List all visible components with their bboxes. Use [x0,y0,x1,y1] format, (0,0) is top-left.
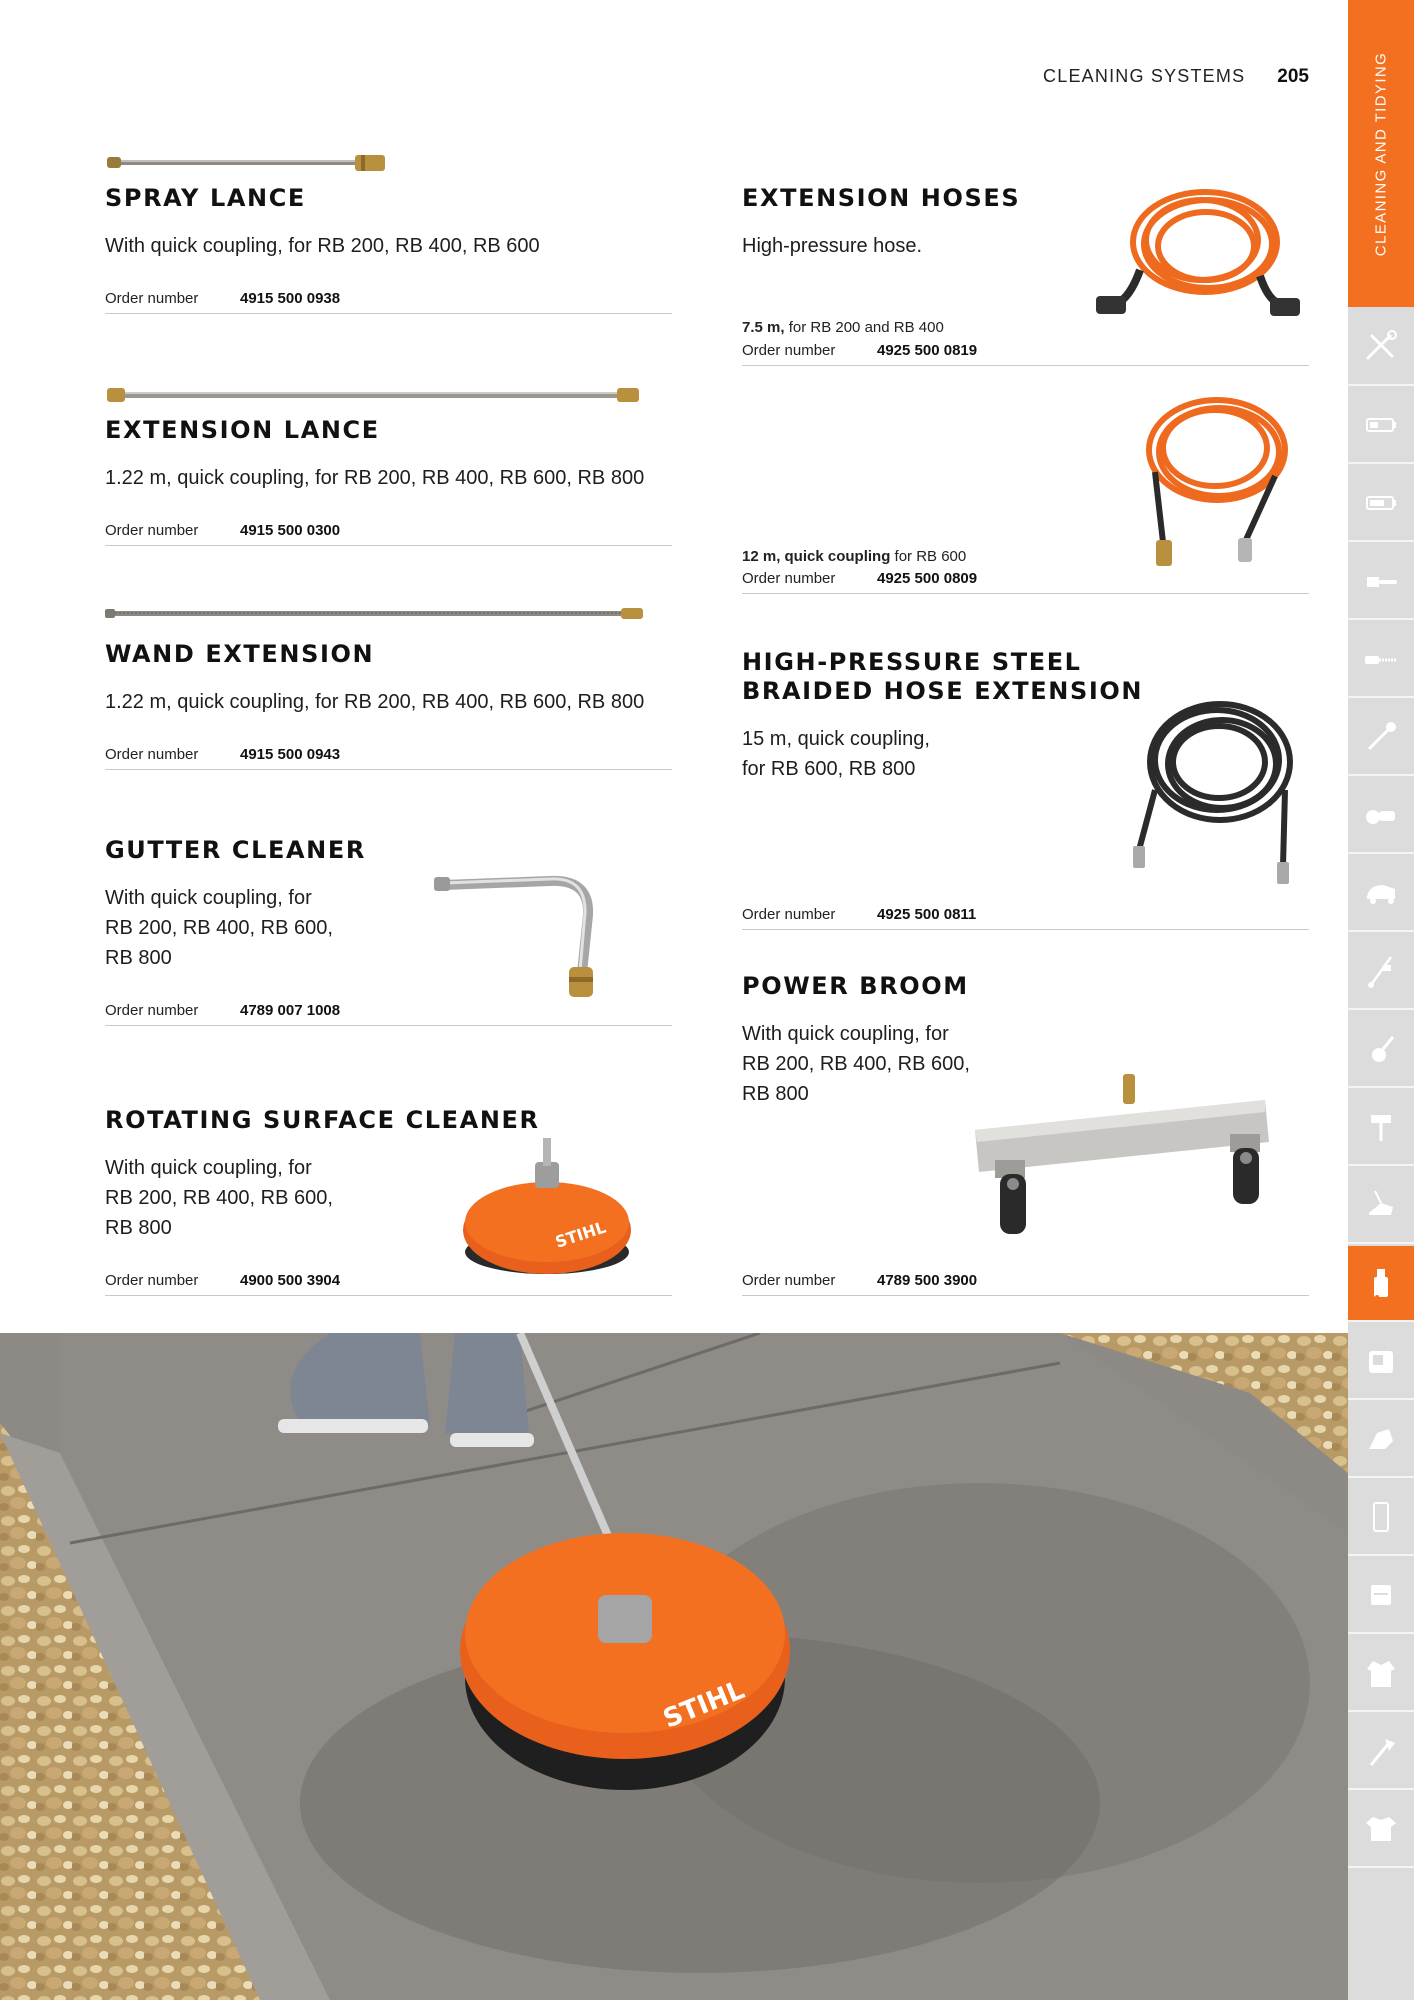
sidebar-item-clothing[interactable] [1348,1636,1414,1712]
title-line: BRAIDED HOSE EXTENSION [742,676,1144,705]
product-title: GUTTER CLEANER [105,836,366,864]
sidebar-item-chainsaws[interactable] [1348,544,1414,620]
order-label: Order number [742,1272,836,1289]
section-title: CLEANING SYSTEMS [1043,66,1246,86]
description-line: With quick coupling, for [742,1022,949,1045]
sidebar-item-tillers[interactable] [1348,1012,1414,1088]
description-line: 15 m, quick coupling, [742,727,930,750]
shirt-icon [1361,1809,1401,1849]
sidebar-tab-label: CLEANING AND TIDYING [1372,51,1390,257]
product-title: EXTENSION HOSES [742,184,1021,212]
sidebar-item-storage[interactable] [1348,1558,1414,1634]
jacket-icon [1361,1653,1401,1693]
extension-hose-image [1090,180,1305,340]
variant-note [742,319,944,336]
power-broom-image [965,1072,1285,1247]
sidebar-item-sweepers[interactable] [1348,1168,1414,1244]
order-label: Order number [105,522,199,539]
order-label: Order number [105,1272,199,1289]
sidebar-item-pressure-washers[interactable] [1348,1246,1414,1322]
order-label: Order number [742,906,836,923]
chainsaw-icon [1361,561,1401,601]
product-description: With quick coupling, for RB 200, RB 400, RB 600 [105,234,540,257]
vacuum-icon [1361,1341,1401,1381]
order-label: Order number [105,290,199,307]
steel-braided-hose-image [1125,690,1305,890]
sidebar-item-brushcutters[interactable] [1348,934,1414,1010]
order-row [742,342,1309,366]
order-number: 4925 500 0819 [877,342,978,359]
spray-lance-image [105,148,390,178]
sidebar-tab-cleaning[interactable] [1348,0,1414,307]
product-wand-extension [105,640,672,775]
axe-icon [1361,1731,1401,1771]
description-line: RB 800 [105,946,172,969]
sidebar-item-lawn-mowers[interactable] [1348,856,1414,932]
product-title: EXTENSION LANCE [105,416,380,444]
pressure-washer-icon [1361,1263,1401,1303]
surface-cleaner-photo [0,1333,1348,2000]
smartphone-icon [1361,1497,1401,1537]
description-line: With quick coupling, for [105,886,312,909]
product-title: ROTATING SURFACE CLEANER [105,1106,540,1134]
running-header [1043,66,1309,88]
product-spray-lance [105,184,672,314]
order-number: 4915 500 0938 [240,290,341,307]
sidebar-item-vacuums[interactable] [1348,1324,1414,1400]
variant-note [742,548,966,565]
gutter-cleaner-image [430,855,610,1015]
page-number: 205 [1277,66,1309,87]
tiller-icon [1361,1029,1401,1069]
order-label: Order number [742,570,836,587]
order-number: 4915 500 0943 [240,746,341,763]
order-row [105,746,672,770]
earth-auger-icon [1361,1107,1401,1147]
order-number: 4789 007 1008 [240,1002,341,1019]
product-title: SPRAY LANCE [105,184,306,212]
battery-icon [1361,483,1401,523]
order-row [742,906,1309,930]
order-row [742,1272,1309,1296]
variant-fit: for RB 200 and RB 400 [784,319,944,336]
sidebar-item-hedge-trimmers[interactable] [1348,622,1414,698]
sidebar-item-smart-devices[interactable] [1348,1480,1414,1556]
title-line: HIGH-PRESSURE STEEL [742,648,1082,676]
description-line: RB 200, RB 400, RB 600, [105,1186,333,1209]
extension-lance-image [105,380,645,410]
sidebar-item-battery[interactable] [1348,388,1414,464]
variant-length: 7.5 m, [742,319,785,336]
rotating-surface-cleaner-image [455,1132,640,1282]
blower-icon [1361,717,1401,757]
product-extension-lance [105,416,672,546]
storage-icon [1361,1575,1401,1615]
sidebar-nav [1348,0,1414,2000]
brand-logo: STIHL [659,1675,749,1735]
product-title: WAND EXTENSION [105,640,375,668]
order-number: 4900 500 3904 [240,1272,341,1289]
sidebar-item-shredders[interactable] [1348,1402,1414,1478]
sidebar-item-earth-augers[interactable] [1348,1090,1414,1166]
sidebar-item-tools[interactable] [1348,310,1414,386]
sidebar-item-forestry-tools[interactable] [1348,1714,1414,1790]
sidebar-item-cut-off-saws[interactable] [1348,778,1414,854]
sidebar-item-battery-2[interactable] [1348,466,1414,542]
brushcutter-icon [1361,951,1401,991]
battery-icon [1361,405,1401,445]
order-number: 4925 500 0809 [877,570,978,587]
order-number: 4915 500 0300 [240,522,341,539]
product-title: POWER BROOM [742,972,969,1000]
extension-hose-12m-image [1125,392,1305,582]
order-number: 4925 500 0811 [877,906,977,923]
order-label: Order number [105,1002,199,1019]
order-number: 4789 500 3900 [877,1272,978,1289]
description-line: for RB 600, RB 800 [742,757,916,780]
variant-length: 12 m, quick coupling [742,548,891,565]
order-label: Order number [105,746,199,763]
order-row [105,290,672,314]
cut-off-saw-icon [1361,795,1401,835]
lawn-mower-icon [1361,873,1401,913]
description-line: RB 800 [742,1082,809,1105]
description-line: RB 200, RB 400, RB 600, [742,1052,970,1075]
description-line: RB 200, RB 400, RB 600, [105,916,333,939]
product-description: 1.22 m, quick coupling, for RB 200, RB 400, RB 600, RB 800 [105,690,645,713]
tools-icon [1361,327,1401,367]
shredder-icon [1361,1419,1401,1459]
product-description: High-pressure hose. [742,234,923,257]
description-line: With quick coupling, for [105,1156,312,1179]
sidebar-item-blowers[interactable] [1348,700,1414,776]
sweeper-icon [1361,1185,1401,1225]
description-line: RB 800 [105,1216,172,1239]
order-label: Order number [742,342,836,359]
sidebar-item-merchandise[interactable] [1348,1792,1414,1868]
product-description: 1.22 m, quick coupling, for RB 200, RB 400, RB 600, RB 800 [105,466,645,489]
brand-logo: STIHL [552,1217,609,1252]
order-row [105,522,672,546]
hedge-trimmer-icon [1361,639,1401,679]
wand-extension-image [105,600,650,628]
variant-fit: for RB 600 [890,548,967,565]
